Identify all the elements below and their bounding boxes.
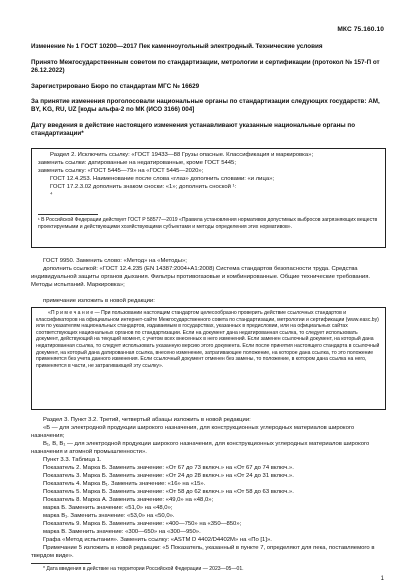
box1-line: ГОСТ 17.2.3.02 дополнить знаком сноски: «1»; дополнить сноской ¹:	[50, 184, 237, 190]
box1-line: заменить ссылку: «ГОСТ 5445—79» на «ГОСТ 5445—2020»;	[38, 168, 204, 174]
box1-line: Раздел 2. Исключить ссылку: «ГОСТ 19433—88 Грузы опасные. Классификация и маркировка»;	[50, 152, 314, 158]
page-footnote: * Дата введения в действие на территории Российской Федерации — 2023—05—01.	[43, 566, 244, 572]
body-line: марка В₁. Заменить значение: «53,0» на «50,0».	[43, 513, 175, 519]
box1-line: ГОСТ 12.4.253. Наименование после слова «глаз» дополнить словами: «и лица»;	[50, 176, 275, 182]
body-line: Показатель 2. Марка Б. Заменить значение: «От 67 до 73 включ.» на «От 67 до 74 включ.».	[43, 465, 294, 471]
body-line: марка Б. Заменить значение: «51,0» на «48,0»;	[43, 505, 173, 511]
body-line: В₁, В, В₁ — для электродной продукции широкого назначения, для конструкционных углеродных материалов широкого назначения и атомной промышленности».	[31, 441, 370, 455]
adoption-statement: Принято Межгосударственным советом по стандартизации, метрологии и сертификации (протокол № 157-П от 26.12.2022)	[31, 59, 380, 74]
body-line: Пункт 3.3. Таблица 1.	[43, 457, 102, 463]
box1-line: заменить ссылки: датированные на недатированные, кроме ГОСТ 5445;	[38, 160, 236, 166]
body-line: Раздел 3. Пункт 3.2. Третий, четвертый абзацы изложить в новой редакции:	[43, 417, 251, 423]
footnote-rule	[38, 214, 98, 215]
box1-footnote: ¹ В Российской Федерации действует ГОСТ Р 58577—2019 «Правила установления нормативов допустимых выбросов загрязняющих веществ проектируемыми и действующими хозяйствующими субъектами и методы определения этих нормативов».	[38, 217, 378, 230]
footnote-rule	[31, 563, 91, 564]
body-line: Показатель 3. Марка Б. Заменить значение: «От 24 до 28 включ.» на «От 24 до 31 включ.».	[43, 473, 294, 479]
body-line: дополнить ссылкой: «ГОСТ 12.4.235 (EN 14387:2004+A1:2008) Система стандартов безопасности труда. Средства индивидуальной защиты органов дыхания. Фильтры противогазовые и комбинированные. Общие технические требования. Методы испытаний. Маркировка»;	[31, 266, 371, 288]
effective-date-statement: Дату введения в действие настоящего изменения устанавливают указанные национальные органы по стандартизации*	[31, 122, 356, 137]
body-line: Показатель 4. Марка В₁. Заменить значение: «16» на «15».	[43, 481, 206, 487]
amendment-title: Изменение № 1 ГОСТ 10200—2017 Пек каменноугольный электродный. Технические условия	[31, 43, 323, 50]
body-line: Показатель 9. Марка Б. Заменить значение: «400—750» на «350—850»;	[43, 521, 242, 527]
body-line: Показатель 5. Марка Б. Заменить значение: «От 58 до 62 включ.» на «От 58 до 63 включ.».	[43, 489, 294, 495]
body-line: ГОСТ 9950. Заменить слово: «Метод» на «Методы»;	[43, 258, 187, 264]
body-line: Примечание 5 изложить в новой редакции: «5 Показатель, указанный в пункте 7, определяют для пека, поставляемого в твердом виде».	[31, 545, 375, 559]
page-number: 1	[380, 576, 384, 582]
classification-code: МКС 75.160.10	[337, 26, 384, 33]
body-line: Графа «Метод испытания». Заменить ссылку: «АSТМ D 4402/D4402M» на «По [1]».	[43, 537, 272, 543]
body-line: примечание изложить в новой редакции:	[43, 298, 155, 304]
body-line: Показатель 8. Марка А. Заменить значение: «49,0» на «48,0»;	[43, 497, 214, 503]
body-line: «Б — для электродной продукции широкого назначения, для конструкционных углеродных материалов широкого назначения;	[31, 425, 355, 439]
voting-statement: За принятие изменения проголосовали национальные органы по стандартизации следующих государств: AM, BY, KG, RU, UZ [коды альфа-2 по МК (ИСО 3166) 004]	[31, 98, 380, 113]
box1-line: ⁴	[50, 192, 53, 198]
body-line: марка В. Заменить значение: «300—650» на «300—950».	[43, 529, 201, 535]
note-text: «П р и м е ч а н и е — При пользовании настоящим стандартом целесообразно проверить действие ссылочных стандартов и классификаторов на официальном интернет-сайте Межгосударственного совета по стандартизации, метрологии и сертификации (www.easc.by) или по указателям национальных стандартов, издаваемым в государствах, указанных в предисловии, или на официальных сайтах соответствующих национальных органов по стандартизации. Если на документ дана недатированная ссылка, то следует использовать документ, действующий на текущий момент, с учетом всех внесенных в него изменений. Если заменен ссылочный документ, на который дана недатированная ссылка, то следует использовать указанную версию этого документа. Если после принятия настоящего стандарта в ссылочный документ, на который дана датированная ссылка, внесено изменение, затрагивающее положение, на которое дана ссылка, то это положение применяется без учета данного изменения. Если ссылочный документ отменен без замены, то положение, в котором дана ссылка на него, применяется в части, не затрагивающей эту ссылку».	[36, 310, 380, 369]
registration-statement: Зарегистрировано Бюро по стандартам МГС № 16629	[31, 83, 200, 90]
